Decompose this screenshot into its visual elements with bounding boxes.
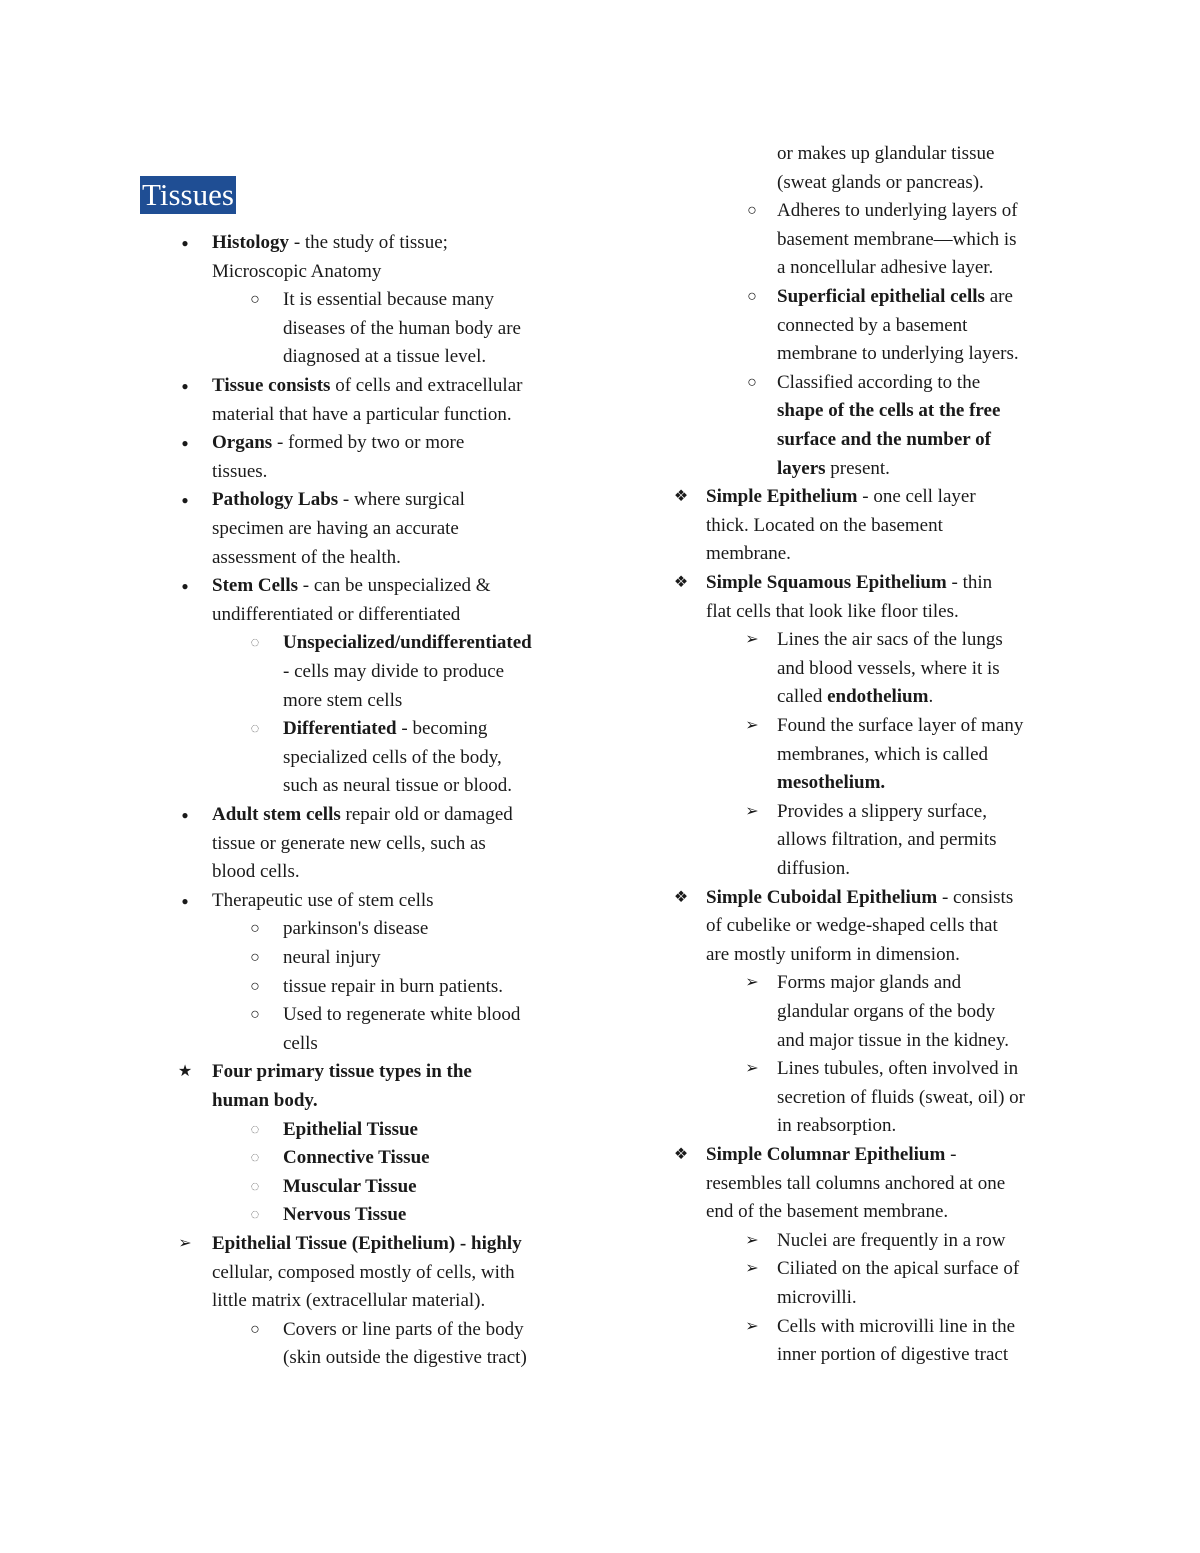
list-item-line <box>777 226 1017 255</box>
list-item-line <box>777 1227 1005 1256</box>
list-bullet: ● <box>181 436 189 451</box>
list-item-line <box>777 169 984 198</box>
list-item-line <box>777 197 1018 226</box>
list-item-line <box>706 884 1013 913</box>
text-run: - <box>945 1144 957 1165</box>
list-item-line <box>777 626 1003 655</box>
list-bullet: ○ <box>747 202 757 220</box>
text-run: tissue repair in burn patients. <box>283 975 504 997</box>
list-item-line <box>212 858 300 887</box>
list-item-line <box>283 1116 418 1145</box>
list-item-line <box>777 1027 1009 1056</box>
text-run: specimen are having an accurate <box>212 518 459 539</box>
text-run: Adheres to underlying layers of <box>777 200 1018 222</box>
list-item-line <box>706 598 959 627</box>
text-run: inner portion of digestive tract <box>777 1344 1009 1366</box>
text-run: Nervous Tissue <box>283 1204 407 1226</box>
list-item-line <box>283 915 428 944</box>
list-bullet: ➢ <box>745 1231 759 1249</box>
list-item-line <box>212 1058 472 1087</box>
text-run: basement membrane—which is <box>777 228 1017 250</box>
list-item-line <box>777 998 995 1027</box>
list-item-line <box>777 1313 1015 1342</box>
list-bullet: ➢ <box>745 974 759 992</box>
text-run: Nuclei are frequently in a row <box>777 1229 1006 1251</box>
list-item-line <box>212 887 434 916</box>
list-item-line <box>212 486 465 515</box>
list-bullet: ● <box>181 236 189 250</box>
text-run: resembles tall columns anchored at one <box>706 1172 1006 1194</box>
list-item-line <box>777 826 997 855</box>
text-run: Histology <box>212 232 290 253</box>
text-run: endothelium <box>827 686 929 708</box>
list-bullet: ➢ <box>178 1235 192 1252</box>
list-item-line <box>777 769 885 798</box>
text-run: Epithelial Tissue <box>283 1118 418 1140</box>
list-bullet: ❖ <box>673 488 689 506</box>
text-run: in reabsorption. <box>777 1115 897 1137</box>
text-run: Pathology Labs <box>212 489 339 511</box>
text-run: tissue or generate new cells, such as <box>212 832 486 854</box>
list-item-line <box>777 969 961 998</box>
text-run: - can be unspecialized & <box>298 575 491 597</box>
text-run: It is essential because many <box>283 289 495 311</box>
list-bullet: ○ <box>250 1320 260 1338</box>
text-run: cellular, composed mostly of cells, with <box>212 1261 515 1283</box>
list-bullet: ◌ <box>250 1178 260 1195</box>
list-item-line <box>283 772 512 801</box>
text-run: shape of the cells at the free <box>777 400 1001 422</box>
list-item-line <box>283 315 521 344</box>
text-run: present. <box>825 457 890 479</box>
list-item-line <box>212 1087 318 1116</box>
text-run: membrane to underlying layers. <box>777 343 1019 365</box>
text-run: glandular organs of the body <box>777 1001 996 1022</box>
list-bullet: ● <box>181 579 189 594</box>
text-run: Simple Cuboidal Epithelium <box>706 886 938 908</box>
text-run: specialized cells of the body, <box>283 746 502 768</box>
list-bullet: ★ <box>177 1063 193 1081</box>
text-run: Adult stem cells <box>212 804 341 825</box>
text-run: layers <box>777 457 826 479</box>
text-run: and major tissue in the kidney. <box>777 1029 1009 1051</box>
text-run: Used to regenerate white blood <box>283 1004 521 1026</box>
text-run: microvilli. <box>777 1287 857 1308</box>
list-bullet: ● <box>181 808 189 822</box>
list-item-line <box>706 540 791 569</box>
list-item-line <box>283 1344 527 1373</box>
list-bullet: ○ <box>250 977 260 995</box>
text-run: Four primary tissue types in the <box>212 1061 472 1083</box>
list-item-line <box>212 1287 485 1316</box>
list-bullet: ❖ <box>673 1146 689 1163</box>
text-run: a noncellular adhesive layer. <box>777 257 994 279</box>
text-run: cells <box>283 1032 318 1054</box>
list-item-line <box>283 1316 524 1345</box>
list-item-line <box>777 741 988 770</box>
list-bullet: ❖ <box>673 888 689 906</box>
list-item-line <box>212 401 512 430</box>
list-item-line <box>706 912 998 941</box>
text-run: allows filtration, and permits <box>777 829 997 851</box>
text-run: Simple Columnar Epithelium <box>706 1144 946 1165</box>
list-item-line <box>706 941 960 970</box>
list-item-line <box>283 1173 417 1202</box>
list-bullet: ○ <box>250 1006 260 1024</box>
text-run: end of the basement membrane. <box>706 1201 949 1223</box>
text-run: such as neural tissue or blood. <box>283 775 513 797</box>
list-bullet: ➢ <box>745 1260 759 1278</box>
list-item-line <box>706 1198 948 1227</box>
list-item-line <box>777 798 987 827</box>
text-run: Epithelial Tissue (Epithelium) - highly <box>212 1233 522 1254</box>
text-run: of cubelike or wedge-shaped cells that <box>706 915 998 937</box>
list-item-line <box>777 655 1000 684</box>
list-bullet: ○ <box>250 949 260 966</box>
text-run: Found the surface layer of many <box>777 715 1024 736</box>
list-item-line <box>777 283 1013 312</box>
list-bullet: ➢ <box>745 631 759 649</box>
list-bullet: ○ <box>747 288 757 305</box>
text-run: diffusion. <box>777 858 851 879</box>
text-run: undifferentiated or differentiated <box>212 603 461 625</box>
text-run: secretion of fluids (sweat, oil) or <box>777 1086 1025 1108</box>
list-item-line <box>706 1141 956 1170</box>
text-run: Ciliated on the apical surface of <box>777 1258 1020 1280</box>
list-item-line <box>777 683 933 712</box>
text-run: mesothelium. <box>777 772 886 794</box>
list-item-line <box>283 1001 520 1030</box>
list-bullet: ○ <box>250 920 260 938</box>
text-run: Lines tubules, often involved in <box>777 1058 1019 1080</box>
list-item-line <box>706 512 943 541</box>
text-run: Unspecialized/undifferentiated <box>283 632 532 654</box>
text-run: - consists <box>937 886 1014 908</box>
text-run: material that have a particular function. <box>212 403 512 425</box>
list-bullet: ◌ <box>250 635 260 652</box>
list-item-line <box>212 429 464 458</box>
text-run: diagnosed at a tissue level. <box>283 346 487 368</box>
list-item-line <box>777 426 991 455</box>
text-run: repair old or damaged <box>340 804 513 825</box>
list-bullet: ❖ <box>673 574 689 591</box>
list-item-line <box>212 372 522 401</box>
list-bullet: ◌ <box>250 1121 260 1138</box>
text-run: Stem Cells <box>212 575 299 597</box>
text-run: Classified according to the <box>777 371 981 393</box>
list-item-line <box>777 1255 1019 1284</box>
list-item-line <box>777 1084 1025 1113</box>
list-item-line <box>212 544 401 573</box>
list-item-line <box>777 712 1023 741</box>
list-item-line <box>706 483 976 512</box>
text-run: and blood vessels, where it is <box>777 657 1000 679</box>
list-bullet: ◌ <box>250 721 260 738</box>
text-run: (skin outside the digestive tract) <box>283 1347 527 1369</box>
text-run: diseases of the human body are <box>283 317 521 339</box>
list-item-line <box>212 1259 515 1288</box>
text-run: tissues. <box>212 460 268 482</box>
text-run: thick. Located on the basement <box>706 514 943 536</box>
list-item-line <box>283 658 504 687</box>
list-item-line <box>283 343 486 372</box>
list-item-line <box>706 569 992 598</box>
text-run: Superficial epithelial cells <box>777 286 985 307</box>
text-run: (sweat glands or pancreas). <box>777 171 984 193</box>
text-run: flat cells that look like floor tiles. <box>706 600 959 622</box>
text-run: are <box>984 286 1013 307</box>
list-item-line <box>777 1055 1018 1084</box>
list-item-line <box>777 340 1019 369</box>
list-bullet: ➢ <box>745 802 759 820</box>
list-item-line <box>212 229 448 258</box>
list-item-line <box>283 715 487 744</box>
list-item-line <box>283 1144 430 1173</box>
text-run: Forms major glands and <box>777 972 962 994</box>
list-item-line <box>283 973 503 1002</box>
page-title: Tissues <box>142 177 234 212</box>
list-item-line <box>777 1112 896 1141</box>
text-run: Muscular Tissue <box>283 1175 417 1197</box>
text-run: parkinson's disease <box>283 918 429 940</box>
text-run: membranes, which is called <box>777 743 989 765</box>
text-run: - becoming <box>396 718 488 740</box>
text-run: . <box>928 686 934 708</box>
list-bullet: ● <box>181 379 189 393</box>
list-item-line <box>777 254 993 283</box>
text-run: Lines the air sacs of the lungs <box>777 629 1003 651</box>
text-run: more stem cells <box>283 689 403 711</box>
list-item-line <box>283 286 494 315</box>
list-item-line <box>283 944 381 973</box>
text-run: called <box>777 686 828 708</box>
text-run: - thin <box>946 572 993 593</box>
text-run: blood cells. <box>212 861 300 883</box>
list-bullet: ◌ <box>250 1150 260 1167</box>
text-run: - one cell layer <box>857 486 976 508</box>
list-item-line <box>777 855 850 884</box>
list-item-line <box>212 1230 522 1259</box>
text-run: human body. <box>212 1090 318 1111</box>
list-bullet: ➢ <box>745 1317 759 1335</box>
list-item-line <box>777 455 890 484</box>
list-bullet: ● <box>181 893 189 908</box>
list-item-line <box>777 397 1000 426</box>
text-run: assessment of the health. <box>212 546 401 568</box>
list-item-line <box>283 744 502 773</box>
list-bullet: ◌ <box>250 1207 260 1224</box>
text-run: Therapeutic use of stem cells <box>212 889 434 911</box>
text-run: connected by a basement <box>777 314 968 336</box>
list-item-line <box>777 140 994 169</box>
list-bullet: ➢ <box>745 717 759 734</box>
text-run: little matrix (extracellular material). <box>212 1290 486 1312</box>
list-item-line <box>212 830 486 859</box>
list-item-line <box>212 801 513 830</box>
text-run: membrane. <box>706 543 791 565</box>
list-bullet: ● <box>181 493 189 508</box>
text-run: Simple Squamous Epithelium <box>706 572 947 593</box>
text-run: Simple Epithelium <box>706 486 858 508</box>
text-run: Covers or line parts of the body <box>283 1318 524 1340</box>
text-run: - the study of tissue; <box>289 232 448 253</box>
list-item-line <box>283 687 402 716</box>
text-run: Connective Tissue <box>283 1147 430 1169</box>
list-item-line <box>777 1341 1008 1370</box>
text-run: Tissue consists <box>212 375 331 396</box>
text-run: or makes up glandular tissue <box>777 143 995 164</box>
text-run: Cells with microvilli line in the <box>777 1315 1016 1337</box>
list-item-line <box>283 629 532 658</box>
text-run: Differentiated <box>283 718 397 740</box>
text-run: - cells may divide to produce <box>283 661 505 682</box>
text-run: Microscopic Anatomy <box>212 260 382 282</box>
text-run: are mostly uniform in dimension. <box>706 943 960 965</box>
text-run: neural injury <box>283 947 381 968</box>
list-item-line <box>283 1030 318 1059</box>
list-item-line <box>777 369 980 398</box>
text-run: Organs <box>212 432 273 454</box>
list-item-line <box>212 601 460 630</box>
text-run: surface and the number of <box>777 429 991 450</box>
list-item-line <box>212 572 491 601</box>
list-bullet: ○ <box>747 373 757 391</box>
text-run: - formed by two or more <box>272 432 465 454</box>
list-item-line <box>212 515 459 544</box>
list-item-line <box>212 458 267 487</box>
list-item-line <box>777 1284 857 1313</box>
list-item-line <box>212 258 381 287</box>
list-item-line <box>777 312 967 341</box>
text-run: of cells and extracellular <box>330 375 523 396</box>
text-run: Provides a slippery surface, <box>777 800 987 822</box>
list-bullet: ○ <box>250 291 260 309</box>
list-item-line <box>283 1201 406 1230</box>
list-item-line <box>706 1170 1005 1199</box>
list-bullet: ➢ <box>745 1060 759 1078</box>
text-run: - where surgical <box>338 489 465 511</box>
